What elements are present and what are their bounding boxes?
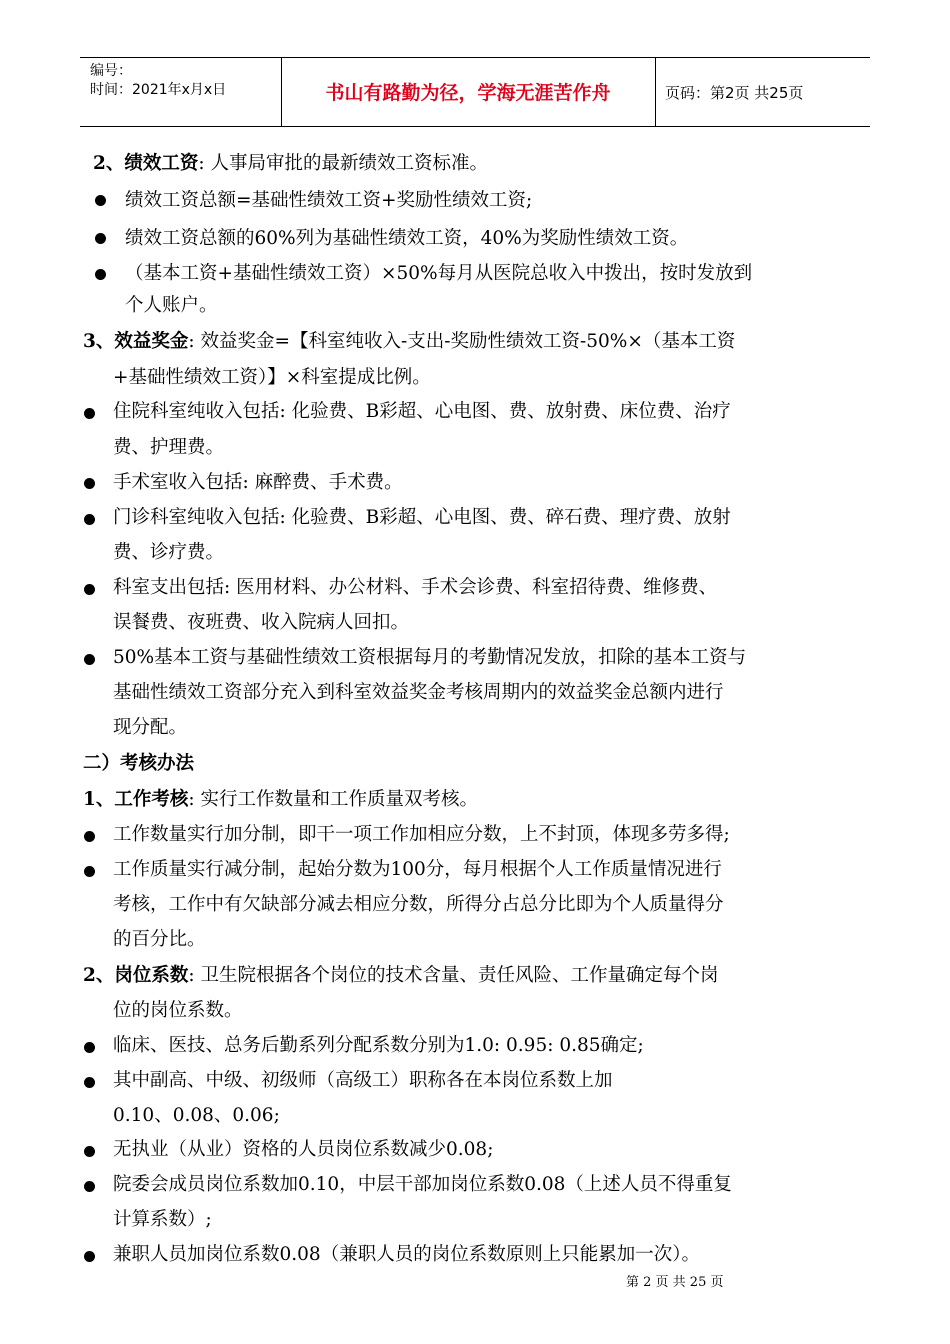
- header-time: 时间：2021年x月x日: [90, 82, 227, 98]
- bullet-text: 手术室收入包括: 麻醉费、手术费。: [113, 472, 403, 493]
- header-divider: [655, 58, 656, 126]
- bullet-text: 院委会成员岗位系数加0.10，中层干部加岗位系数0.08（上述人员不得重复: [113, 1174, 732, 1195]
- bullet-text: 现分配。: [113, 717, 188, 738]
- bullet-icon: [84, 831, 95, 842]
- bullet-icon: [95, 233, 106, 244]
- bullet-icon: [84, 584, 95, 595]
- header-number: 编号：: [90, 63, 132, 79]
- section-text: : 人事局审批的最新绩效工资标准。: [198, 153, 488, 174]
- bullet-text: 临床、医技、总务后勤系列分配系数分别为1.0: 0.95: 0.85确定;: [113, 1035, 644, 1056]
- bullet-text: 基础性绩效工资部分充入到科室效益奖金考核周期内的效益奖金总额内进行: [113, 682, 724, 703]
- section-heading: 二）考核办法: [83, 753, 195, 774]
- bullet-icon: [84, 1181, 95, 1192]
- section-text: : 卫生院根据各个岗位的技术含量、责任风险、工作量确定每个岗: [188, 965, 719, 986]
- section-text: : 实行工作数量和工作质量双考核。: [188, 789, 478, 810]
- bullet-text: （基本工资+基础性绩效工资）×50%每月从医院总收入中拨出，按时发放到: [125, 263, 753, 284]
- bullet-text: 考核，工作中有欠缺部分减去相应分数，所得分占总分比即为个人质量得分: [113, 894, 724, 915]
- section-line: [83, 964, 719, 988]
- bullet-text: 无执业（从业）资格的人员岗位系数减少0.08;: [113, 1139, 494, 1160]
- bullet-icon: [84, 1146, 95, 1157]
- section-line: [83, 788, 478, 812]
- bullet-text: 兼职人员加岗位系数0.08（兼职人员的岗位系数原则上只能累加一次）。: [113, 1244, 700, 1265]
- bullet-text: 住院科室纯收入包括: 化验费、B彩超、心电图、费、放射费、床位费、治疗: [113, 401, 731, 422]
- bullet-text: 其中副高、中级、初级师（高级工）职称各在本岗位系数上加: [113, 1070, 613, 1091]
- section-heading: 3、效益奖金: [83, 331, 189, 352]
- bullet-text: 科室支出包括: 医用材料、办公材料、手术会诊费、科室招待费、维修费、: [113, 577, 718, 598]
- header-motto: 书山有路勤为径，学海无涯苦作舟: [325, 82, 611, 104]
- section-heading: 1、工作考核: [83, 789, 189, 810]
- bullet-icon: [84, 654, 95, 665]
- section-line: [83, 330, 735, 354]
- bullet-text: 门诊科室纯收入包括: 化验费、B彩超、心电图、费、碎石费、理疗费、放射: [113, 507, 731, 528]
- bullet-text: 50%基本工资与基础性绩效工资根据每月的考勤情况发放，扣除的基本工资与: [113, 647, 747, 668]
- bullet-icon: [95, 269, 106, 280]
- bullet-text: 的百分比。: [113, 929, 206, 950]
- bullet-text: 0.10、0.08、0.06;: [113, 1105, 280, 1126]
- section-text: : 效益奖金=【科室纯收入-支出-奖励性绩效工资-50%×（基本工资: [188, 331, 736, 352]
- bullet-icon: [84, 1077, 95, 1088]
- bullet-icon: [95, 195, 106, 206]
- bullet-icon: [84, 408, 95, 419]
- section-heading: 2、绩效工资: [93, 153, 199, 174]
- bullet-icon: [84, 478, 95, 489]
- bullet-text: 个人账户。: [125, 295, 218, 316]
- bullet-icon: [84, 1251, 95, 1262]
- header-page-code: 页码：第2页 共25页: [665, 84, 804, 102]
- page-footer: 第 2 页 共 25 页: [626, 1275, 724, 1290]
- section-line: [93, 152, 488, 176]
- bullet-icon: [84, 514, 95, 525]
- bullet-text: 费、护理费。: [113, 437, 225, 458]
- section-text: +基础性绩效工资）】×科室提成比例。: [113, 367, 431, 388]
- bullet-text: 计算系数）;: [113, 1209, 212, 1230]
- bullet-text: 绩效工资总额=基础性绩效工资+奖励性绩效工资;: [125, 190, 533, 211]
- bullet-text: 绩效工资总额的60%列为基础性绩效工资，40%为奖励性绩效工资。: [125, 228, 689, 249]
- page-header: [80, 57, 870, 127]
- bullet-icon: [84, 866, 95, 877]
- section-heading: 2、岗位系数: [83, 965, 189, 986]
- bullet-text: 误餐费、夜班费、收入院病人回扣。: [113, 612, 410, 633]
- section-text: 位的岗位系数。: [113, 1000, 243, 1021]
- bullet-text: 费、诊疗费。: [113, 542, 225, 563]
- header-meta: [90, 62, 226, 100]
- bullet-text: 工作质量实行减分制，起始分数为100分，每月根据个人工作质量情况进行: [113, 859, 722, 880]
- bullet-text: 工作数量实行加分制，即干一项工作加相应分数，上不封顶，体现多劳多得;: [113, 824, 730, 845]
- bullet-icon: [84, 1042, 95, 1053]
